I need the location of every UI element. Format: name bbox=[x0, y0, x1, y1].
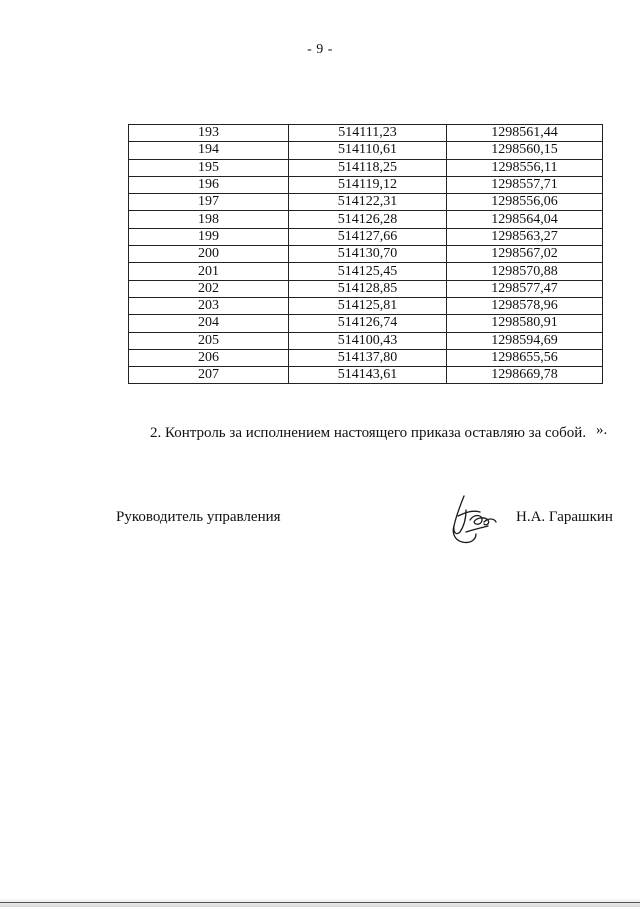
y-coordinate-cell: 1298563,27 bbox=[447, 228, 603, 245]
x-coordinate-cell: 514137,80 bbox=[289, 349, 447, 366]
point-number-cell: 196 bbox=[129, 176, 289, 193]
y-coordinate-cell: 1298580,91 bbox=[447, 315, 603, 332]
table-row bbox=[129, 367, 603, 384]
table-row bbox=[129, 125, 603, 142]
point-number-cell: 202 bbox=[129, 280, 289, 297]
x-coordinate-cell: 514127,66 bbox=[289, 228, 447, 245]
x-coordinate-cell: 514128,85 bbox=[289, 280, 447, 297]
table-row bbox=[129, 194, 603, 211]
x-coordinate-cell: 514126,28 bbox=[289, 211, 447, 228]
table-row bbox=[129, 176, 603, 193]
scan-bottom-line bbox=[0, 902, 640, 903]
signer-name: Н.А. Гарашкин bbox=[516, 509, 613, 525]
point-number-cell: 203 bbox=[129, 297, 289, 314]
point-number-cell: 207 bbox=[129, 367, 289, 384]
y-coordinate-cell: 1298567,02 bbox=[447, 246, 603, 263]
y-coordinate-cell: 1298570,88 bbox=[447, 263, 603, 280]
y-coordinate-cell: 1298578,96 bbox=[447, 297, 603, 314]
page-number: - 9 - bbox=[307, 42, 333, 57]
y-coordinate-cell: 1298577,47 bbox=[447, 280, 603, 297]
x-coordinate-cell: 514100,43 bbox=[289, 332, 447, 349]
x-coordinate-cell: 514119,12 bbox=[289, 176, 447, 193]
y-coordinate-cell: 1298561,44 bbox=[447, 125, 603, 142]
y-coordinate-cell: 1298557,71 bbox=[447, 176, 603, 193]
y-coordinate-cell: 1298560,15 bbox=[447, 142, 603, 159]
x-coordinate-cell: 514118,25 bbox=[289, 159, 447, 176]
x-coordinate-cell: 514126,74 bbox=[289, 315, 447, 332]
y-coordinate-cell: 1298556,06 bbox=[447, 194, 603, 211]
point-number-cell: 199 bbox=[129, 228, 289, 245]
control-paragraph: 2. Контроль за исполнением настоящего приказа оставляю за собой. bbox=[150, 425, 587, 441]
point-number-cell: 204 bbox=[129, 315, 289, 332]
point-number-cell: 200 bbox=[129, 246, 289, 263]
point-number-cell: 195 bbox=[129, 159, 289, 176]
y-coordinate-cell: 1298564,04 bbox=[447, 211, 603, 228]
table-row bbox=[129, 228, 603, 245]
y-coordinate-cell: 1298655,56 bbox=[447, 349, 603, 366]
x-coordinate-cell: 514143,61 bbox=[289, 367, 447, 384]
x-coordinate-cell: 514110,61 bbox=[289, 142, 447, 159]
x-coordinate-cell: 514122,31 bbox=[289, 194, 447, 211]
table-row bbox=[129, 263, 603, 280]
y-coordinate-cell: 1298594,69 bbox=[447, 332, 603, 349]
y-coordinate-cell: 1298556,11 bbox=[447, 159, 603, 176]
x-coordinate-cell: 514125,81 bbox=[289, 297, 447, 314]
table-row bbox=[129, 332, 603, 349]
table-row bbox=[129, 211, 603, 228]
table-row bbox=[129, 315, 603, 332]
point-number-cell: 197 bbox=[129, 194, 289, 211]
point-number-cell: 206 bbox=[129, 349, 289, 366]
x-coordinate-cell: 514125,45 bbox=[289, 263, 447, 280]
coordinates-table bbox=[128, 124, 603, 384]
table-row bbox=[129, 246, 603, 263]
point-number-cell: 198 bbox=[129, 211, 289, 228]
x-coordinate-cell: 514111,23 bbox=[289, 125, 447, 142]
y-coordinate-cell: 1298669,78 bbox=[447, 367, 603, 384]
point-number-cell: 201 bbox=[129, 263, 289, 280]
table-row bbox=[129, 142, 603, 159]
closing-quote: ». bbox=[596, 422, 608, 438]
signer-title: Руководитель управления bbox=[116, 509, 281, 525]
point-number-cell: 193 bbox=[129, 125, 289, 142]
handwritten-signature bbox=[444, 492, 500, 546]
table-row bbox=[129, 280, 603, 297]
x-coordinate-cell: 514130,70 bbox=[289, 246, 447, 263]
table-row bbox=[129, 159, 603, 176]
table-row bbox=[129, 349, 603, 366]
table-body bbox=[129, 125, 603, 384]
point-number-cell: 194 bbox=[129, 142, 289, 159]
point-number-cell: 205 bbox=[129, 332, 289, 349]
table-row bbox=[129, 297, 603, 314]
